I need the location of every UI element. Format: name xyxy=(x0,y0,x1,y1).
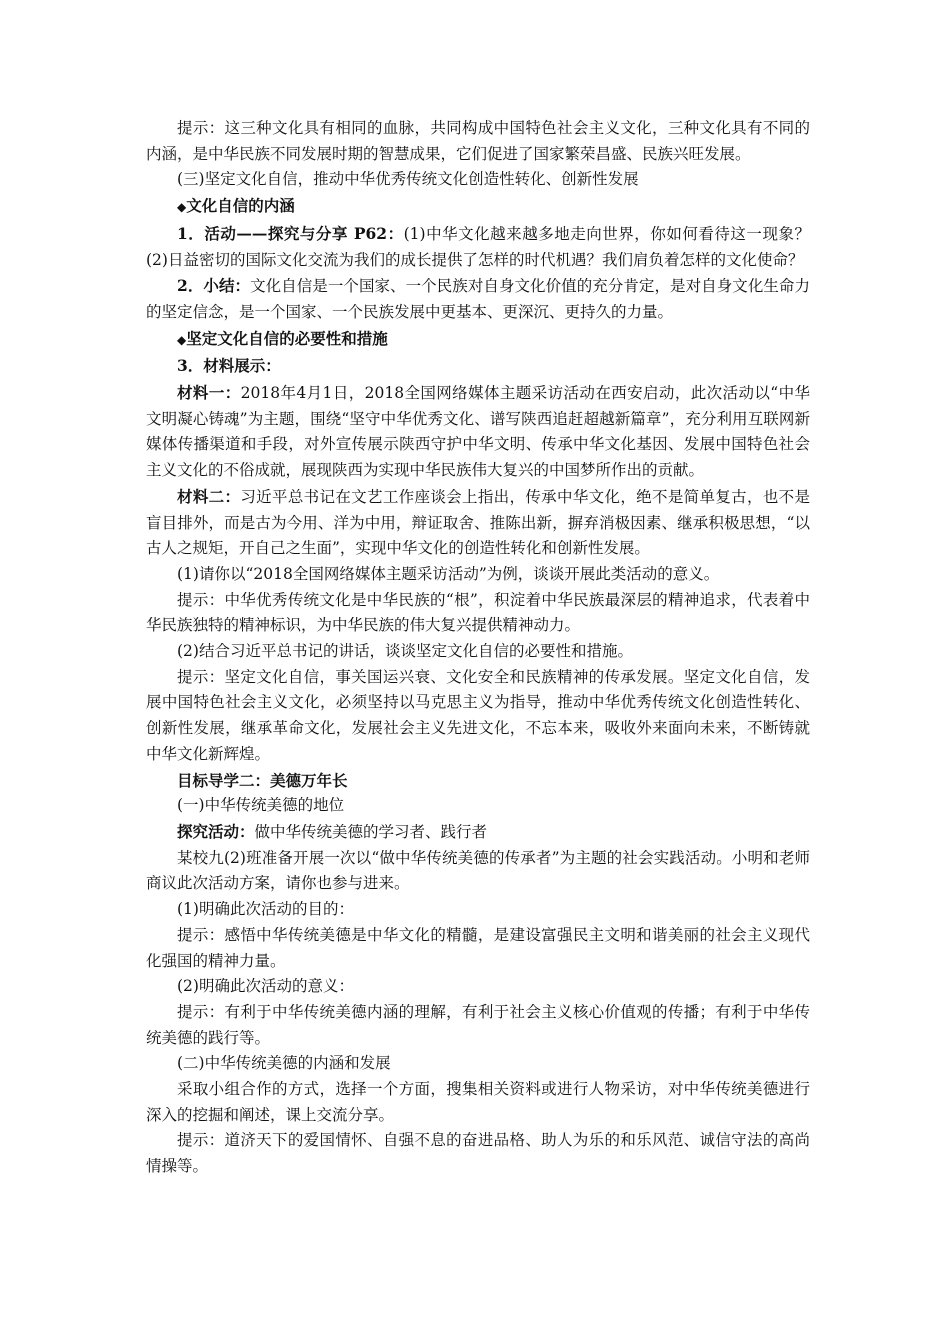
material-one: 材料一：2018年4月1日，2018全国网络媒体主题采访活动在西安启动，此次活动以“中华文明凝心铸魂”为主题，围绕“坚守中华优秀文化、谱写陕西追赶超越新篇章”，充分利用互联网新媒体传播渠道和手段，对外宣传展示陕西守护中华文明、传承中华文化基因、发展中国特色社会主义文化的不俗成就，展现陕西为实现中华民族伟大复兴的中国梦所作出的贡献。 xyxy=(146,383,810,480)
document-page xyxy=(146,116,810,1180)
hint-2: 提示：坚定文化自信，事关国运兴衰、文化安全和民族精神的传承发展。坚定文化自信，发展中国特色社会主义文化，必须坚持以马克思主义为指导，推动中华优秀传统文化创造性转化、创新性发展，继承革命文化，发展社会主义先进文化，不忘本来，吸收外来面向未来，不断铸就中华文化新辉煌。 xyxy=(146,667,810,763)
virtue-hint: 提示：道济天下的爱国情怀、自强不息的奋进品格、助人为乐的和乐风范、诚信守法的高尚情操等。 xyxy=(146,1131,810,1176)
activity-meaning-question: (2)明确此次活动的意义： xyxy=(177,977,354,996)
activity-description: 某校九(2)班准备开展一次以“做中华传统美德的传承者”为主题的社会实践活动。小明和老师商议此次活动方案，请你也参与进来。 xyxy=(146,848,810,893)
question-1: (1)请你以“2018全国网络媒体主题采访活动”为例，谈谈开展此类活动的意义。 xyxy=(177,564,720,583)
activity-paragraph: 1．活动——探究与分享 P62：(1)中华文化越来越多地走向世界，你如何看待这一现象？(2)日益密切的国际文化交流为我们的成长提供了怎样的时代机遇？我们肩负着怎样的文化使命？ xyxy=(146,223,810,269)
subheading-necessity: ◆坚定文化自信的必要性和措施 xyxy=(177,328,388,348)
section-virtue-content: (二)中华传统美德的内涵和发展 xyxy=(177,1054,391,1073)
question-2: (2)结合习近平总书记的讲话，谈谈坚定文化自信的必要性和措施。 xyxy=(177,642,633,661)
summary-paragraph: 2．小结：文化自信是一个国家、一个民族对自身文化价值的充分肯定，是对自身文化生命力的坚定信念，是一个国家、一个民族发展中更基本、更深沉、更持久的力量。 xyxy=(146,276,810,321)
material-two: 材料二：习近平总书记在文艺工作座谈会上指出，传承中华文化，绝不是简单复古，也不是盲目排外，而是古为今用、洋为中用，辩证取舍、推陈出新，摒弃消极因素、继承积极思想，“以古人之规矩，开自己之生面”，实现中华文化的创造性转化和创新性发展。 xyxy=(146,486,810,558)
goal-heading-2: 目标导学二：美德万年长 xyxy=(177,770,348,790)
group-task: 采取小组合作的方式，选择一个方面，搜集相关资料或进行人物采访，对中华传统美德进行深入的挖掘和阐述，课上交流分享。 xyxy=(146,1080,810,1124)
activity-meaning-hint: 提示：有利于中华传统美德内涵的理解，有利于社会主义核心价值观的传播；有利于中华传统美德的践行等。 xyxy=(146,1002,810,1047)
subheading-cultural-confidence: ◆文化自信的内涵 xyxy=(177,196,295,216)
hint-1: 提示：中华优秀传统文化是中华民族的“根”，积淀着中华民族最深层的精神追求，代表着中华民族独特的精神标识，为中华民族的伟大复兴提供精神动力。 xyxy=(146,590,810,635)
diamond-bullet-icon: ◆ xyxy=(177,200,187,215)
inquiry-activity: 探究活动：做中华传统美德的学习者、践行者 xyxy=(177,821,488,841)
activity-purpose-question: (1)明确此次活动的目的： xyxy=(177,900,354,919)
diamond-bullet-icon: ◆ xyxy=(177,332,187,347)
material-display-heading: 3．材料展示： xyxy=(177,356,281,376)
section-virtue-status: (一)中华传统美德的地位 xyxy=(177,796,345,815)
hint-three-cultures: 提示：这三种文化具有相同的血脉，共同构成中国特色社会主义文化，三种文化具有不同的内涵，是中华民族不同发展时期的智慧成果，它们促进了国家繁荣昌盛、民族兴旺发展。 xyxy=(146,119,810,163)
activity-purpose-hint: 提示：感悟中华传统美德是中华文化的精髓，是建设富强民主文明和谐美丽的社会主义现代化强国的精神力量。 xyxy=(146,925,810,970)
section-heading-3: (三)坚定文化自信，推动中华优秀传统文化创造性转化、创新性发展 xyxy=(177,170,639,189)
